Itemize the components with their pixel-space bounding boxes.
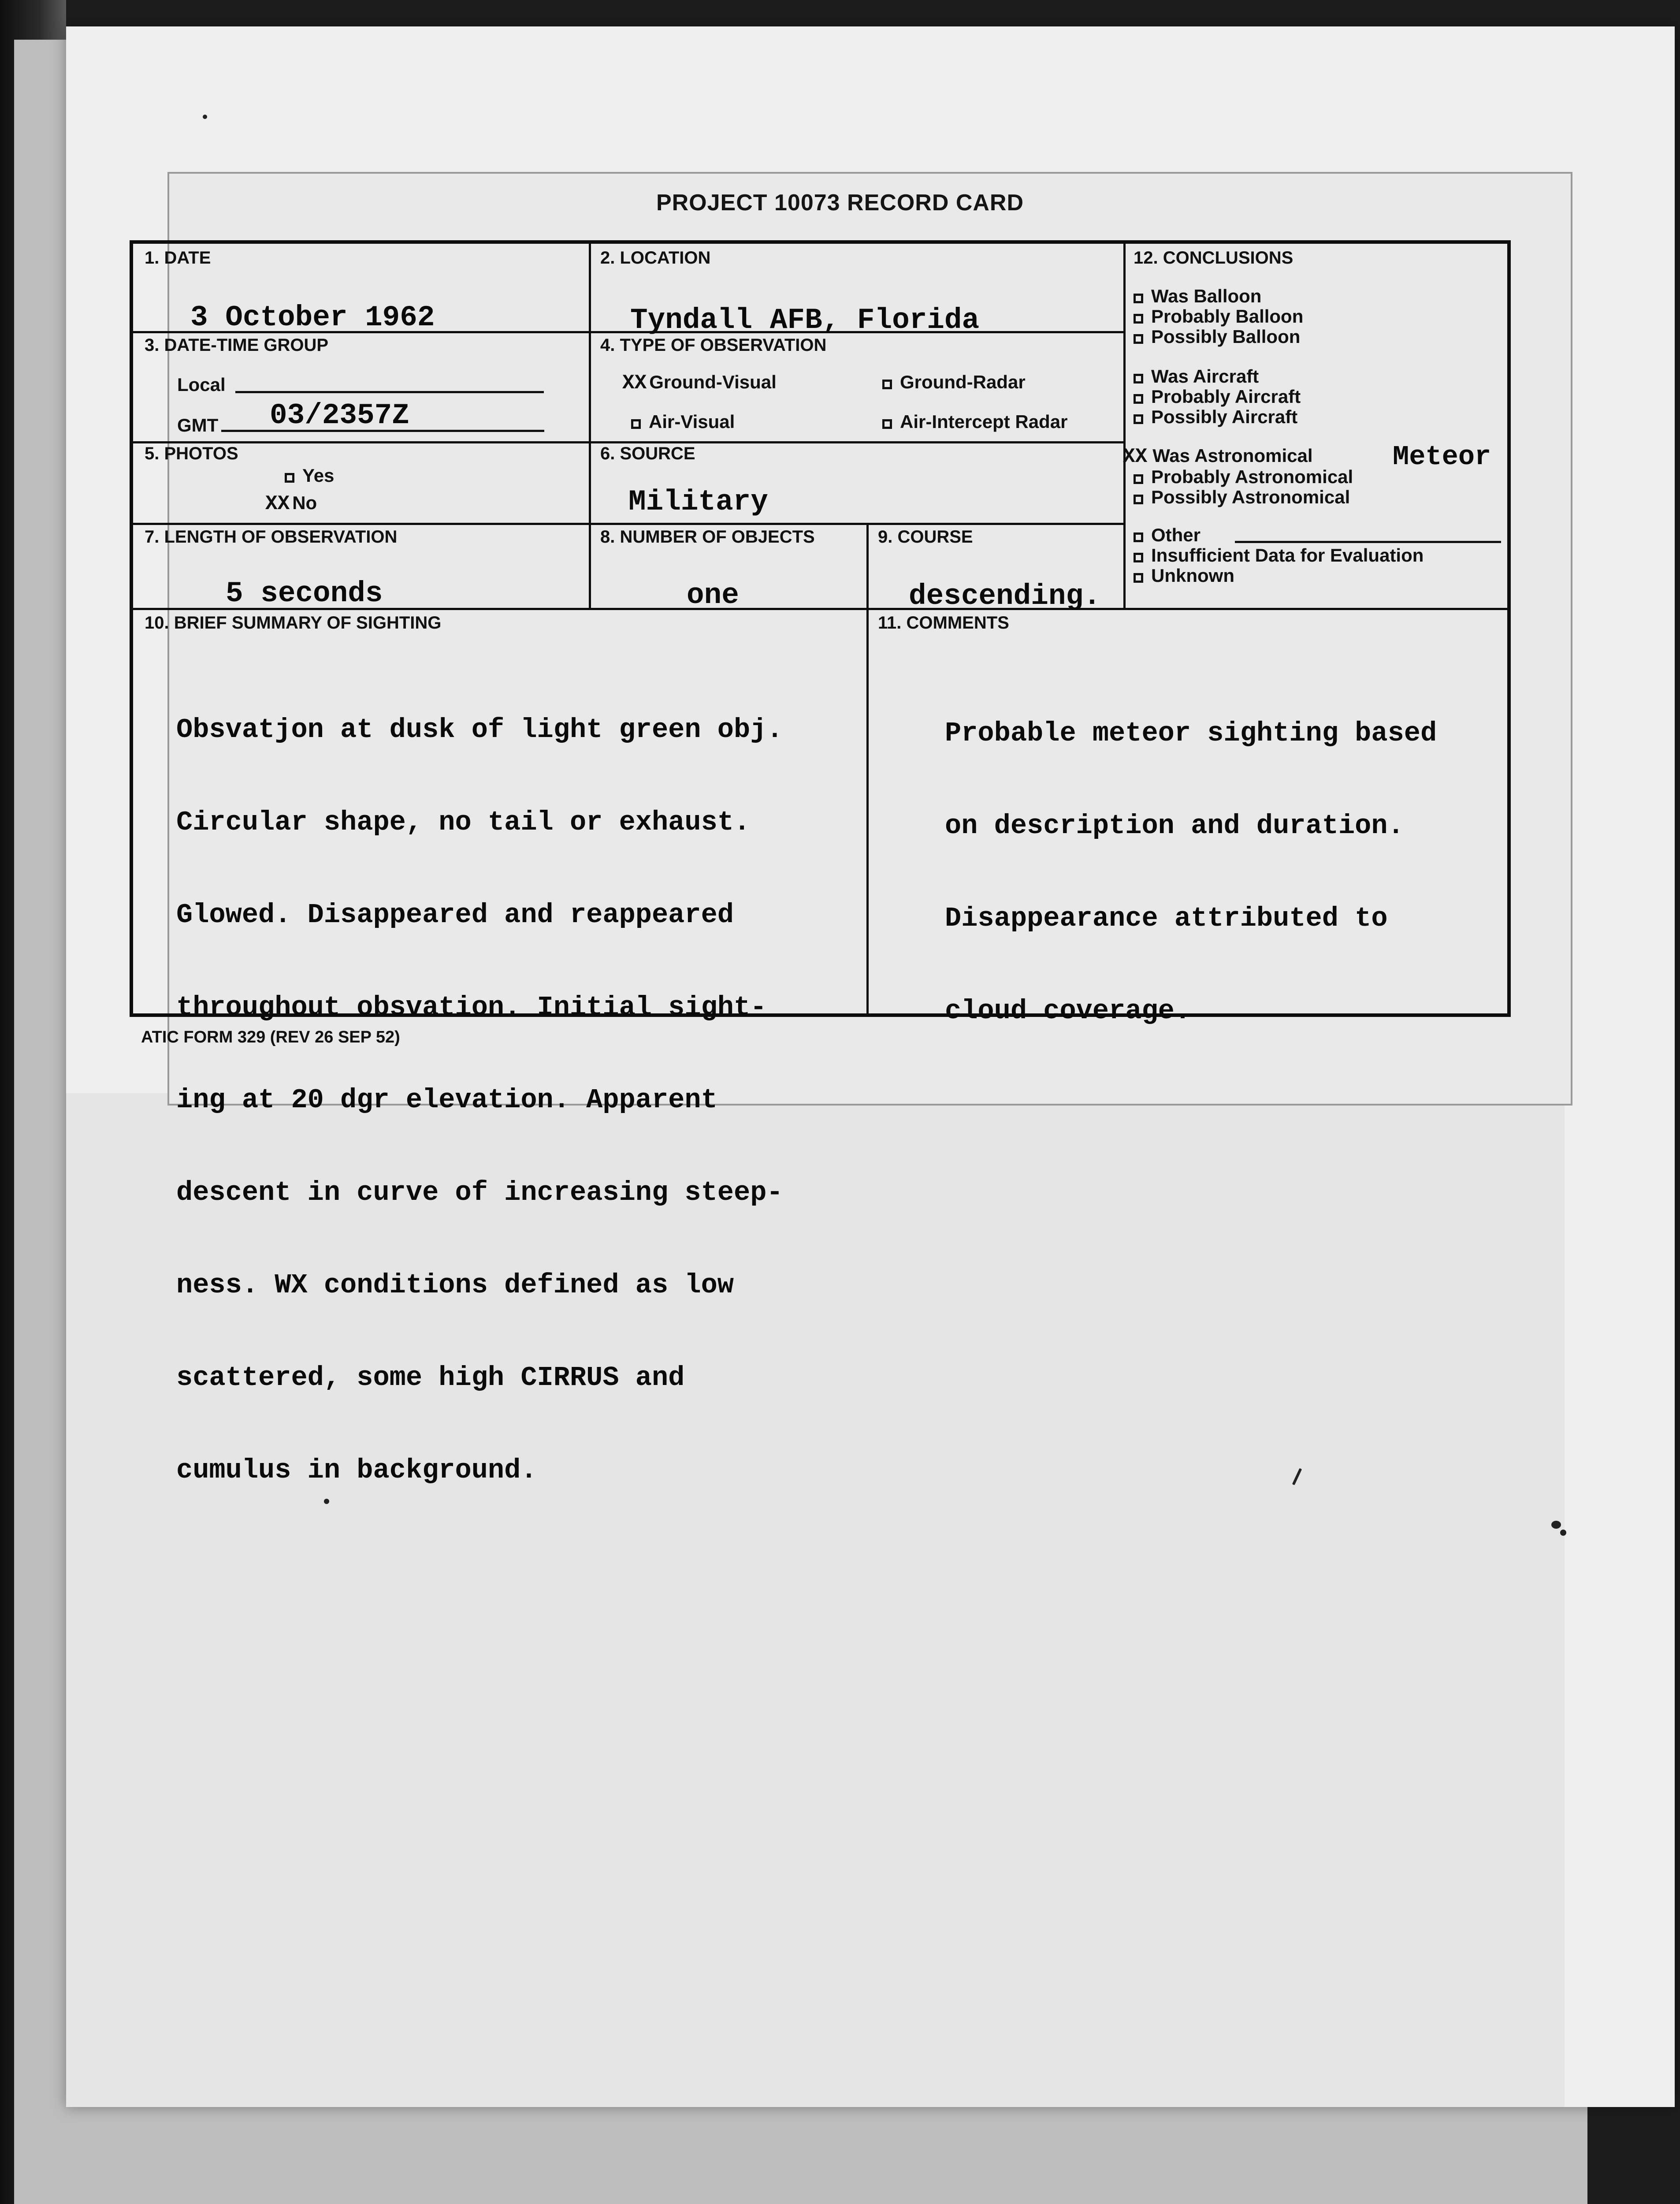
conclusion-typed-note: Meteor <box>1393 441 1491 473</box>
date-value: 3 October 1962 <box>190 301 435 334</box>
objects-value: one <box>687 579 739 612</box>
photos-label: 5. PHOTOS <box>145 444 238 463</box>
summary-line: Circular shape, no tail or exhaust. <box>176 807 751 838</box>
checkbox-icon <box>1134 394 1143 404</box>
bleed-through-stamp <box>1006 272 1041 291</box>
summary-line: cumulus in background. <box>176 1455 537 1486</box>
checkbox-icon <box>1134 495 1143 504</box>
checkbox-icon <box>1134 314 1143 324</box>
grid-line <box>589 244 591 608</box>
comments-label: 11. COMMENTS <box>878 613 1009 633</box>
form-footer: ATIC FORM 329 (REV 26 SEP 52) <box>141 1028 400 1046</box>
checkbox-icon <box>1134 532 1143 542</box>
checkbox-icon <box>1134 294 1143 303</box>
conclusions-group-balloon: Was Balloon Probably Balloon Possibly Balloon <box>1134 286 1303 347</box>
length-value: 5 seconds <box>226 577 383 610</box>
checkbox-icon <box>1134 334 1143 344</box>
checkbox-icon <box>285 473 294 483</box>
summary-line: scattered, some high CIRRUS and <box>176 1362 685 1393</box>
checked-mark: XX <box>622 372 647 395</box>
summary-line: descent in curve of increasing steep- <box>176 1177 783 1208</box>
summary-line: throughout obsvation. Initial sight- <box>176 992 767 1023</box>
observation-type-label: 4. TYPE OF OBSERVATION <box>600 335 827 355</box>
grid-line <box>866 523 869 1017</box>
date-label: 1. DATE <box>145 248 211 268</box>
dust-speck <box>1560 1530 1566 1536</box>
summary-line: Obsvatjon at dusk of light green obj. <box>176 714 783 745</box>
card-title: PROJECT 10073 RECORD CARD <box>656 190 1024 216</box>
checked-mark: XX <box>1123 445 1148 468</box>
grid-line <box>1123 244 1126 610</box>
conclusions-group-aircraft: Was Aircraft Probably Aircraft Possibly Aircraft <box>1134 366 1301 427</box>
checkbox-icon <box>882 419 892 429</box>
comment-line: cloud coverage. <box>945 995 1191 1027</box>
course-value: descending. <box>909 580 1101 613</box>
checkbox-icon <box>1134 573 1143 583</box>
checkbox-icon <box>1134 553 1143 562</box>
checkbox-icon <box>1134 374 1143 383</box>
source-label: 6. SOURCE <box>600 444 695 463</box>
local-underline <box>235 391 544 393</box>
source-value: Military <box>628 485 768 518</box>
conclusions-label: 12. CONCLUSIONS <box>1134 248 1293 268</box>
grid-line <box>133 523 1125 525</box>
checkbox-icon <box>882 380 892 389</box>
summary-text <box>176 653 783 1548</box>
obs-option-air-visual: Air-Visual <box>631 411 735 432</box>
other-underline <box>1235 541 1501 543</box>
dust-speck <box>1551 1521 1561 1529</box>
length-label: 7. LENGTH OF OBSERVATION <box>145 527 398 547</box>
summary-line: ness. WX conditions defined as low <box>176 1270 734 1301</box>
grid-line <box>133 441 1125 443</box>
obs-option-air-intercept-radar: Air-Intercept Radar <box>882 411 1067 432</box>
checkbox-icon <box>631 419 641 429</box>
dust-speck <box>324 1499 329 1504</box>
location-label: 2. LOCATION <box>600 248 711 268</box>
dust-speck <box>203 115 207 119</box>
conclusions-group-astronomical: XX Was Astronomical Probably Astronomical Possibly Astronomical <box>1123 445 1353 507</box>
comments-text <box>945 656 1437 1088</box>
comment-line: on description and duration. <box>945 810 1404 841</box>
comment-line: Disappearance attributed to <box>945 903 1388 934</box>
gmt-value: 03/2357Z <box>270 399 409 432</box>
course-label: 9. COURSE <box>878 527 973 547</box>
checkbox-icon <box>1134 414 1143 424</box>
date-time-group-label: 3. DATE-TIME GROUP <box>145 335 329 355</box>
objects-label: 8. NUMBER OF OBJECTS <box>600 527 815 547</box>
checkbox-icon <box>1134 474 1143 484</box>
obs-option-ground-visual: XX Ground-Visual <box>622 372 777 395</box>
summary-label: 10. BRIEF SUMMARY OF SIGHTING <box>145 613 442 633</box>
comment-line: Probable meteor sighting based <box>945 718 1437 749</box>
photos-option-no: XX No <box>265 492 317 515</box>
obs-option-ground-radar: Ground-Radar <box>882 372 1026 393</box>
location-value: Tyndall AFB, Florida <box>630 304 980 337</box>
conclusions-group-other: Other Insufficient Data for Evaluation Unknown <box>1134 525 1424 586</box>
local-label: Local <box>177 374 226 395</box>
photos-option-yes: Yes <box>285 465 334 486</box>
gmt-label: GMT <box>177 415 219 436</box>
summary-line: ing at 20 dgr elevation. Apparent <box>176 1084 717 1116</box>
summary-line: Glowed. Disappeared and reappeared <box>176 899 734 931</box>
checked-mark: XX <box>265 492 290 515</box>
